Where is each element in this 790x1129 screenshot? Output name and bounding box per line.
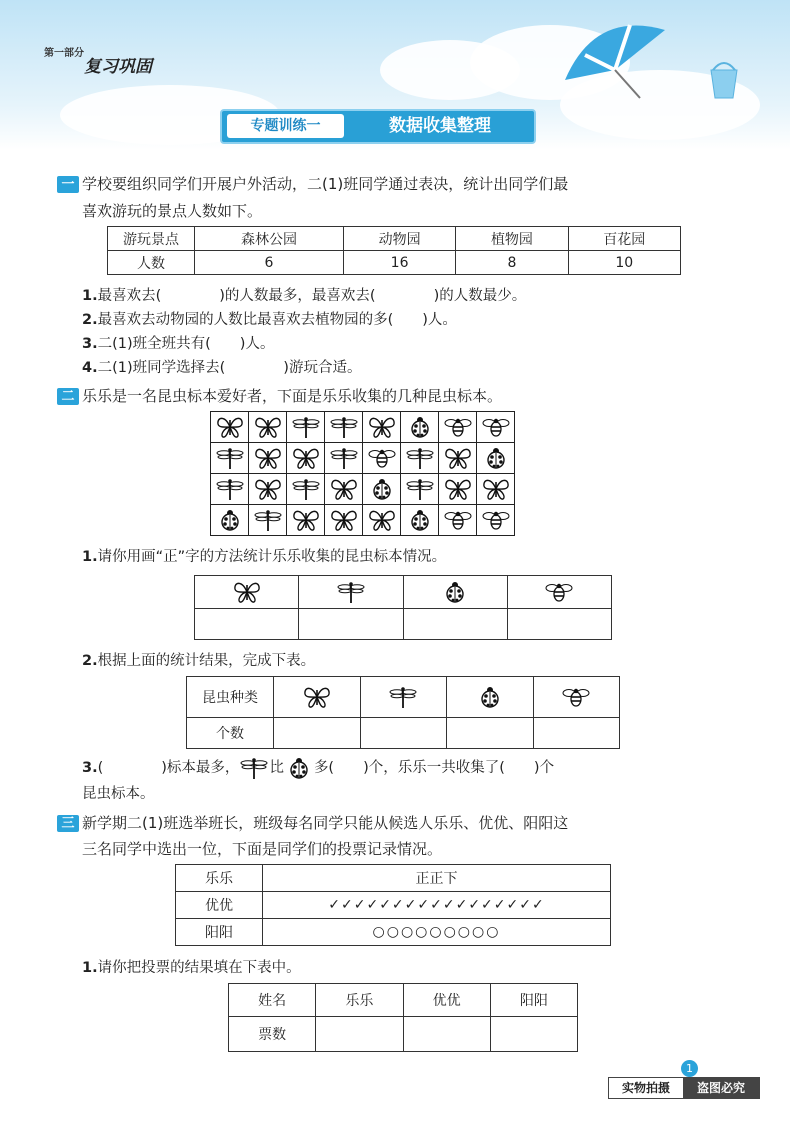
dragonfly-icon <box>329 415 359 439</box>
ladybug-icon <box>475 685 505 709</box>
grid-row <box>211 412 515 443</box>
section-badge: 二 <box>57 388 79 405</box>
grid-row <box>211 474 515 505</box>
tally-answer-cell[interactable] <box>195 609 299 640</box>
bee-icon <box>481 508 511 532</box>
grid-cell <box>401 443 439 474</box>
grid-cell <box>477 474 515 505</box>
tally-cell <box>195 576 299 609</box>
ladybug-icon <box>215 508 245 532</box>
bee-icon <box>544 580 574 604</box>
dragonfly-icon <box>239 756 269 780</box>
banner-title: 数据收集整理 <box>389 116 491 136</box>
butterfly-icon <box>215 415 245 439</box>
section-text: 乐乐是一名昆虫标本爱好者，下面是乐乐收集的几种昆虫标本。 <box>82 387 503 405</box>
tally-answer-cell[interactable] <box>403 609 507 640</box>
bee-icon <box>561 685 591 709</box>
section-text: 三名同学中选出一位，下面是同学们的投票记录情况。 <box>82 840 443 858</box>
attraction-table <box>107 226 681 275</box>
table-cell: ○○○○○○○○○ <box>263 919 611 946</box>
butterfly-icon <box>481 477 511 501</box>
grid-cell <box>325 443 363 474</box>
question: 2.最喜欢去动物园的人数比最喜欢去植物园的多( )人。 <box>82 312 457 328</box>
question: 1.最喜欢去( )的人数最多，最喜欢去( )的人数最少。 <box>82 288 527 304</box>
ladybug-icon <box>405 508 435 532</box>
dragonfly-icon <box>336 580 366 604</box>
bee-icon <box>367 446 397 470</box>
section-text: 学校要组织同学们开展户外活动，二(1)班同学通过表决，统计出同学们最 <box>82 175 569 193</box>
tally-cell <box>507 576 611 609</box>
table-cell: 正正下 <box>263 865 611 892</box>
count-answer-cell[interactable] <box>533 718 620 749</box>
grid-cell <box>401 505 439 536</box>
butterfly-icon <box>367 508 397 532</box>
grid-cell <box>439 505 477 536</box>
table-cell: 昆虫种类 <box>187 677 274 718</box>
page-number: 1 <box>681 1060 698 1077</box>
dragonfly-icon <box>291 415 321 439</box>
section-badge: 一 <box>57 176 79 193</box>
table-cell <box>533 677 620 718</box>
butterfly-icon <box>329 508 359 532</box>
grid-cell <box>439 443 477 474</box>
table-header-row <box>108 227 681 251</box>
table-cell: ✓✓✓✓✓✓✓✓✓✓✓✓✓✓✓✓✓ <box>263 892 611 919</box>
grid-cell <box>325 505 363 536</box>
ladybug-icon <box>440 580 470 604</box>
butterfly-icon <box>329 477 359 501</box>
grid-cell <box>401 474 439 505</box>
butterfly-icon <box>302 685 332 709</box>
butterfly-icon <box>253 446 283 470</box>
table-cell <box>360 677 447 718</box>
butterfly-icon <box>291 508 321 532</box>
grid-cell <box>287 505 325 536</box>
dragonfly-icon <box>215 477 245 501</box>
ladybug-icon <box>367 477 397 501</box>
table-cell: 16 <box>343 251 455 275</box>
vote-result-table <box>228 983 578 1052</box>
butterfly-icon <box>253 477 283 501</box>
question: 3.二(1)班全班共有( )人。 <box>82 336 275 352</box>
question: 4.二(1)班同学选择去( )游玩合适。 <box>82 360 362 376</box>
bee-icon <box>481 415 511 439</box>
grid-cell <box>249 474 287 505</box>
grid-cell <box>249 412 287 443</box>
table-cell: 阳阳 <box>176 919 263 946</box>
grid-cell <box>249 443 287 474</box>
table-cell: 植物园 <box>456 227 568 251</box>
ladybug-icon <box>405 415 435 439</box>
question: 3. ( )标本最多， 比 多( )个，乐乐一共收集了( )个 <box>82 756 554 780</box>
grid-cell <box>211 443 249 474</box>
table-cell: 乐乐 <box>316 984 403 1017</box>
question-continued: 昆虫标本。 <box>82 786 155 802</box>
section-text: 喜欢游玩的景点人数如下。 <box>82 202 263 220</box>
table-cell: 百花园 <box>568 227 680 251</box>
grid-cell <box>325 412 363 443</box>
butterfly-icon <box>232 580 262 604</box>
dragonfly-icon <box>388 685 418 709</box>
count-table <box>186 676 620 749</box>
butterfly-icon <box>443 477 473 501</box>
table-cell: 姓名 <box>229 984 316 1017</box>
grid-cell <box>363 505 401 536</box>
dragonfly-icon <box>405 446 435 470</box>
table-cell: 人数 <box>108 251 195 275</box>
table-cell: 票数 <box>229 1017 316 1052</box>
vote-record-table <box>175 864 611 946</box>
watermark-stamp: 实物拍摄 盗图必究 <box>608 1077 760 1099</box>
table-cell: 优优 <box>403 984 490 1017</box>
question: 2.根据上面的统计结果，完成下表。 <box>82 653 316 669</box>
grid-cell <box>439 412 477 443</box>
dragonfly-icon <box>329 446 359 470</box>
grid-cell <box>363 443 401 474</box>
butterfly-icon <box>443 446 473 470</box>
table-cell: 游玩景点 <box>108 227 195 251</box>
tally-answer-cell[interactable] <box>507 609 611 640</box>
grid-cell <box>363 412 401 443</box>
question: 1.请你把投票的结果填在下表中。 <box>82 960 301 976</box>
table-cell: 个数 <box>187 718 274 749</box>
insect-grid <box>210 411 515 536</box>
grid-row <box>211 443 515 474</box>
bucket-icon <box>705 60 743 100</box>
tally-cell <box>403 576 507 609</box>
grid-cell <box>439 474 477 505</box>
butterfly-icon <box>253 415 283 439</box>
table-cell: 8 <box>456 251 568 275</box>
table-row <box>108 251 681 275</box>
tally-cell <box>299 576 403 609</box>
vote-answer-cell[interactable] <box>490 1017 577 1052</box>
ladybug-icon <box>481 446 511 470</box>
count-answer-cell[interactable] <box>274 718 361 749</box>
table-cell: 森林公园 <box>195 227 344 251</box>
grid-cell <box>477 412 515 443</box>
grid-cell <box>287 443 325 474</box>
grid-row <box>211 505 515 536</box>
grid-cell <box>249 505 287 536</box>
grid-cell <box>401 412 439 443</box>
ladybug-icon <box>284 756 314 780</box>
grid-cell <box>477 443 515 474</box>
count-answer-cell[interactable] <box>447 718 534 749</box>
tally-answer-cell[interactable] <box>299 609 403 640</box>
table-cell: 优优 <box>176 892 263 919</box>
table-cell: 阳阳 <box>490 984 577 1017</box>
section-badge: 三 <box>57 815 79 832</box>
table-cell: 乐乐 <box>176 865 263 892</box>
tally-table <box>194 575 612 640</box>
grid-cell <box>211 412 249 443</box>
part-title: 复习巩固 <box>84 57 152 77</box>
question: 1.请你用画“正”字的方法统计乐乐收集的昆虫标本情况。 <box>82 549 447 565</box>
grid-cell <box>211 505 249 536</box>
dragonfly-icon <box>253 508 283 532</box>
bee-icon <box>443 415 473 439</box>
table-cell: 动物园 <box>343 227 455 251</box>
grid-cell <box>287 412 325 443</box>
grid-cell <box>325 474 363 505</box>
grid-cell <box>477 505 515 536</box>
grid-cell <box>211 474 249 505</box>
umbrella-icon <box>555 10 675 100</box>
table-cell: 6 <box>195 251 344 275</box>
dragonfly-icon <box>291 477 321 501</box>
section-text: 新学期二(1)班选举班长，班级每名同学只能从候选人乐乐、优优、阳阳这 <box>82 814 569 832</box>
vote-answer-cell[interactable] <box>403 1017 490 1052</box>
part-label: 第一部分 <box>44 48 84 59</box>
butterfly-icon <box>367 415 397 439</box>
butterfly-icon <box>291 446 321 470</box>
table-cell: 10 <box>568 251 680 275</box>
bee-icon <box>443 508 473 532</box>
dragonfly-icon <box>215 446 245 470</box>
grid-cell <box>287 474 325 505</box>
table-cell <box>447 677 534 718</box>
banner-label: 专题训练一 <box>227 114 344 138</box>
table-cell <box>274 677 361 718</box>
count-answer-cell[interactable] <box>360 718 447 749</box>
vote-answer-cell[interactable] <box>316 1017 403 1052</box>
grid-cell <box>363 474 401 505</box>
dragonfly-icon <box>405 477 435 501</box>
